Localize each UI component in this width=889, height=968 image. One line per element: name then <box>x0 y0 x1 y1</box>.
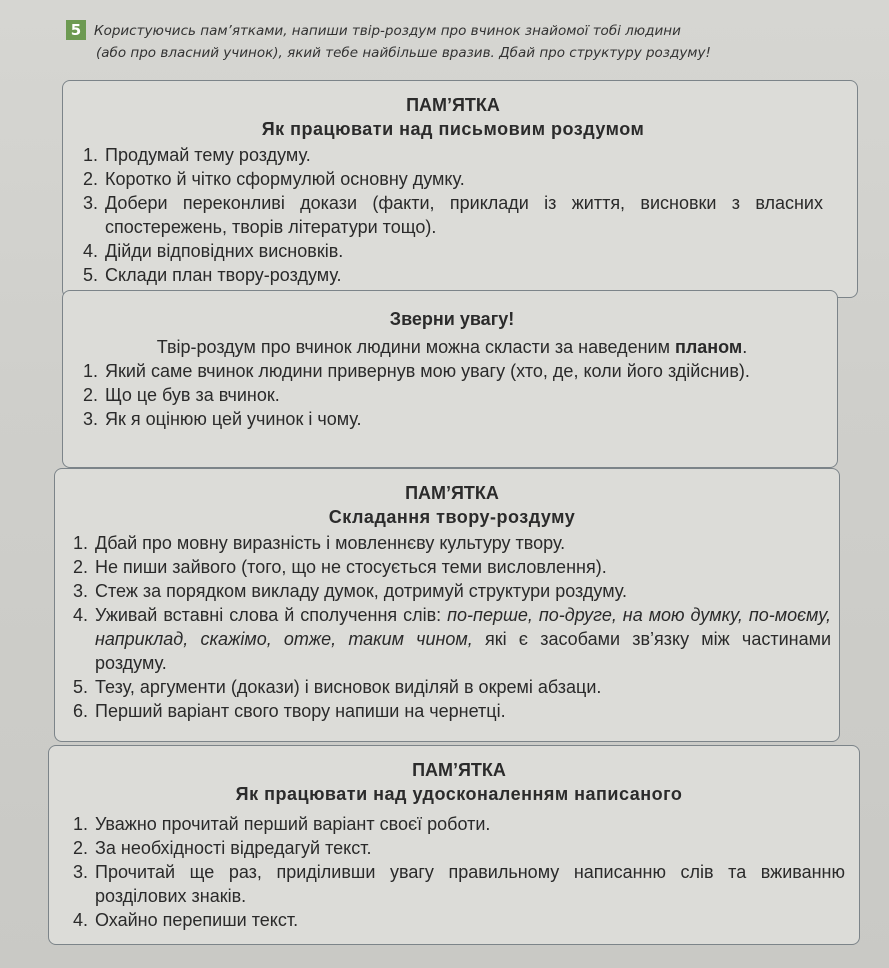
memo-box-written-reasoning <box>62 80 858 298</box>
task-line-2: (або про власний учинок), який тебе найбільше вразив. Дбай про структуру роздуму! <box>96 45 711 61</box>
attention-lead: Твір-роздум про вчинок людини можна скласти за наведеним планом. <box>156 337 748 357</box>
list-item: 2. Не пиши зайвого (того, що не стосується теми висловлення). <box>73 557 607 577</box>
memo-list <box>83 143 823 287</box>
list-item: 5. Тезу, аргументи (докази) і висновок виділяй в окремі абзаци. <box>73 677 602 697</box>
list-item: 4. Охайно перепиши текст. <box>73 910 299 930</box>
list-item: 3. Прочитай ще раз, приділивши увагу правильному написанню слів та вживанню розділових знаків. <box>73 862 845 906</box>
memo-subtitle: Як працювати над удосконаленням написаного <box>235 784 683 804</box>
list-item: 6. Перший варіант свого твору напиши на чернетці. <box>73 701 506 721</box>
list-item: 3. Добери переконливі докази (факти, приклади із життя, висновки з власних спостережень, творів літератури тощо). <box>83 193 823 237</box>
list-item: 2. За необхідності відредагуй текст. <box>73 838 372 858</box>
task-instruction <box>66 20 846 64</box>
plan-list <box>83 359 821 431</box>
list-item: 2. Що це був за вчинок. <box>83 385 280 405</box>
attention-title: Зверни увагу! <box>389 309 515 329</box>
list-item: 5. Склади план твору-роздуму. <box>83 265 342 285</box>
attention-box <box>62 290 838 468</box>
plan-word: планом <box>674 337 743 357</box>
memo-title: ПАМ’ЯТКА <box>406 95 500 115</box>
connective-words: по-перше, по-друге, на мою думку, по-моєму, наприклад, скажімо, отже, таким чином, <box>95 605 831 649</box>
memo-box-composition <box>54 468 840 742</box>
memo-title: ПАМ’ЯТКА <box>405 483 499 503</box>
list-item: 3. Стеж за порядком викладу думок, дотримуй структури роздуму. <box>73 581 627 601</box>
list-item: 3. Як я оцінюю цей учинок і чому. <box>83 409 362 429</box>
list-item: 2. Коротко й чітко сформулюй основну думку. <box>83 169 465 189</box>
memo-box-improvement <box>48 745 860 945</box>
list-item: 1. Продумай тему роздуму. <box>83 145 311 165</box>
task-number-badge: 5 <box>66 20 86 40</box>
list-item: 1. Який саме вчинок людини привернув мою увагу (хто, де, коли його здійснив). <box>83 361 750 381</box>
list-item: 4. Уживай вставні слова й сполучення слів: по-перше, по-друге, на мою думку, по-моєму, наприклад, скажімо, отже, таким чином, які є засобами зв’язку між частинами роздуму. <box>73 605 832 673</box>
memo-title: ПАМ’ЯТКА <box>412 760 506 780</box>
memo-list <box>73 812 845 932</box>
list-item: 1. Дбай про мовну виразність і мовленнєву культуру твору. <box>73 533 566 553</box>
memo-subtitle: Складання твору-роздуму <box>328 507 576 527</box>
memo-subtitle: Як працювати над письмовим роздумом <box>261 119 645 139</box>
list-item: 1. Уважно прочитай перший варіант своєї роботи. <box>73 814 491 834</box>
memo-list <box>73 531 831 723</box>
list-item: 4. Дійди відповідних висновків. <box>83 241 344 261</box>
task-line-1: Користуючись пам’ятками, напиши твір-роздум про вчинок знайомої тобі людини <box>94 23 681 39</box>
